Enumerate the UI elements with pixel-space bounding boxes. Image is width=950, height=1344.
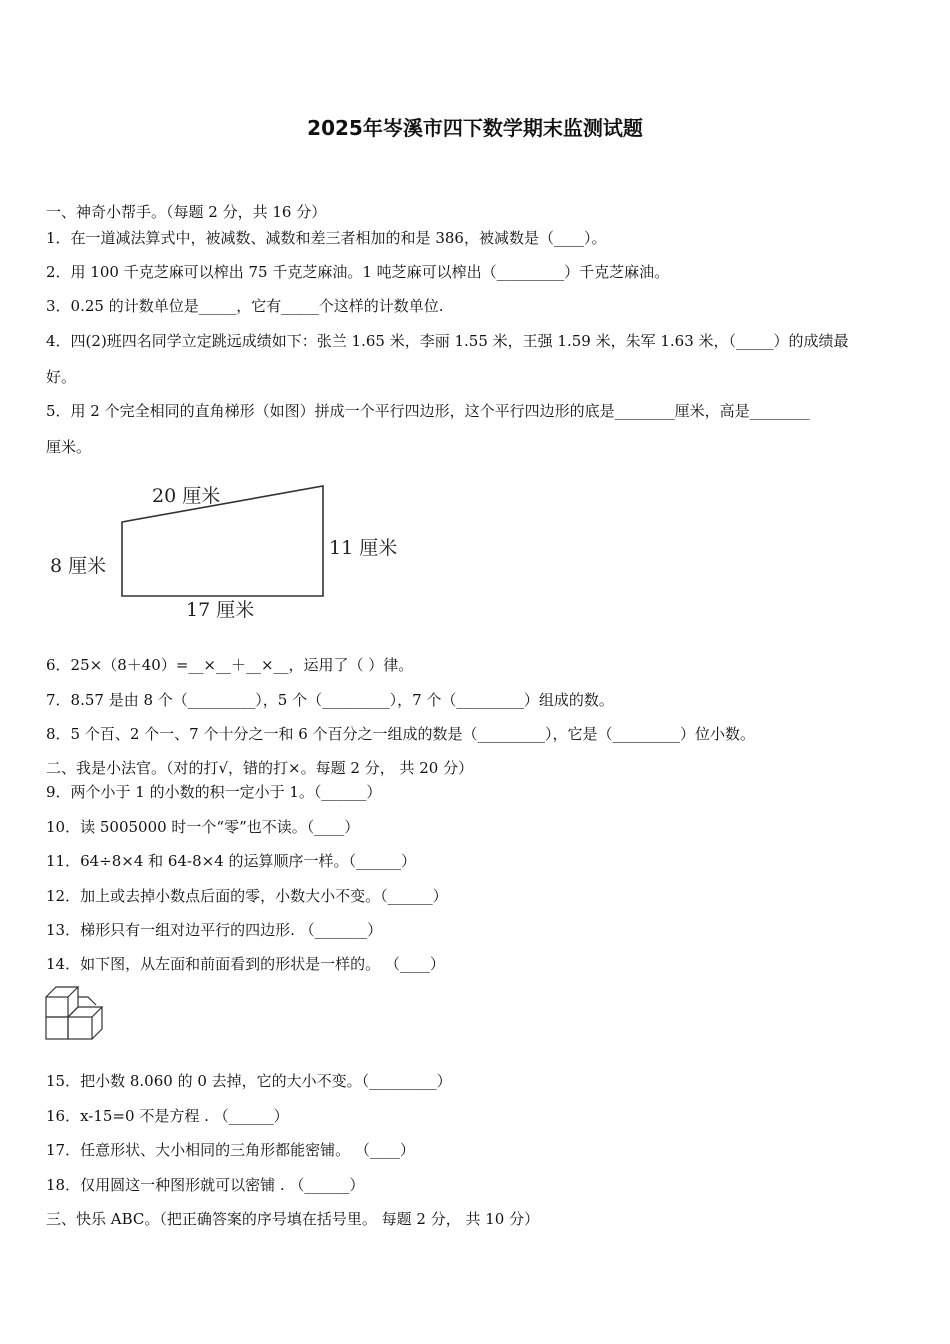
trapezoid-top-label: 20 厘米: [152, 485, 221, 507]
question-13: 13．梯形只有一组对边平行的四边形. （_______）: [46, 921, 383, 939]
question-7: 7．8.57 是由 8 个（_________），5 个（_________），7 个（_________）组成的数。: [46, 691, 614, 709]
question-17: 17．任意形状、大小相同的三角形都能密铺。 （____）: [46, 1141, 415, 1159]
section-3-heading: 三、快乐 ABC。（把正确答案的序号填在括号里。 每题 2 分， 共 10 分）: [46, 1210, 540, 1228]
trapezoid-bottom-label: 17 厘米: [186, 599, 255, 621]
question-3: 3．0.25 的计数单位是_____，它有_____个这样的计数单位.: [46, 297, 444, 315]
question-12: 12．加上或去掉小数点后面的零，小数大小不变。（______）: [46, 887, 448, 905]
page-title: 2025年岑溪市四下数学期末监测试题: [307, 116, 643, 140]
question-14: 14．如下图，从左面和前面看到的形状是一样的。 （____）: [46, 955, 445, 973]
question-8: 8．5 个百、2 个一、7 个十分之一和 6 个百分之一组成的数是（_________），它是（_________）位小数。: [46, 725, 756, 743]
question-5-line-2: 厘米。: [46, 438, 92, 456]
cube-top-side: [46, 987, 78, 997]
section-2-heading: 二、我是小法官。（对的打√，错的打×。每题 2 分， 共 20 分）: [46, 759, 474, 777]
question-11: 11．64÷8×4 和 64-8×4 的运算顺序一样。（______）: [46, 852, 417, 870]
question-10: 10．读 5005000 时一个“零”也不读。（____）: [46, 818, 360, 836]
question-18: 18．仅用圆这一种图形就可以密铺 . （______）: [46, 1176, 365, 1194]
cube-bottom-right: [68, 1017, 92, 1039]
question-16: 16．x-15=0 不是方程 . （______）: [46, 1107, 289, 1125]
question-5-line-1: 5．用 2 个完全相同的直角梯形（如图）拼成一个平行四边形，这个平行四边形的底是________厘米，高是________: [46, 402, 810, 420]
question-6: 6．25×（8＋40）=__×__＋__×__，运用了（ ）律。: [46, 656, 414, 674]
trapezoid-figure: [40, 470, 420, 630]
question-9: 9．两个小于 1 的小数的积一定小于 1。（______）: [46, 783, 382, 801]
section-1-heading: 一、神奇小帮手。（每题 2 分，共 16 分）: [46, 203, 327, 221]
question-4-line-1: 4．四(2)班四名同学立定跳远成绩如下：张兰 1.65 米，李丽 1.55 米，王强 1.59 米，朱军 1.63 米，（_____）的成绩最: [46, 332, 849, 350]
question-4-line-2: 好。: [46, 368, 77, 386]
cube-bottom-left: [46, 1017, 68, 1039]
trapezoid-right-label: 11 厘米: [329, 537, 398, 559]
question-1: 1．在一道减法算式中，被减数、减数和差三者相加的和是 386，被减数是（____）。: [46, 229, 607, 247]
question-15: 15．把小数 8.060 的 0 去掉，它的大小不变。（_________）: [46, 1072, 452, 1090]
cube-stack-figure: [44, 983, 106, 1045]
trapezoid-left-label: 8 厘米: [50, 555, 107, 577]
cube-top-front: [46, 997, 68, 1017]
question-2: 2．用 100 千克芝麻可以榨出 75 千克芝麻油。1 吨芝麻可以榨出（_________）千克芝麻油。: [46, 263, 670, 281]
